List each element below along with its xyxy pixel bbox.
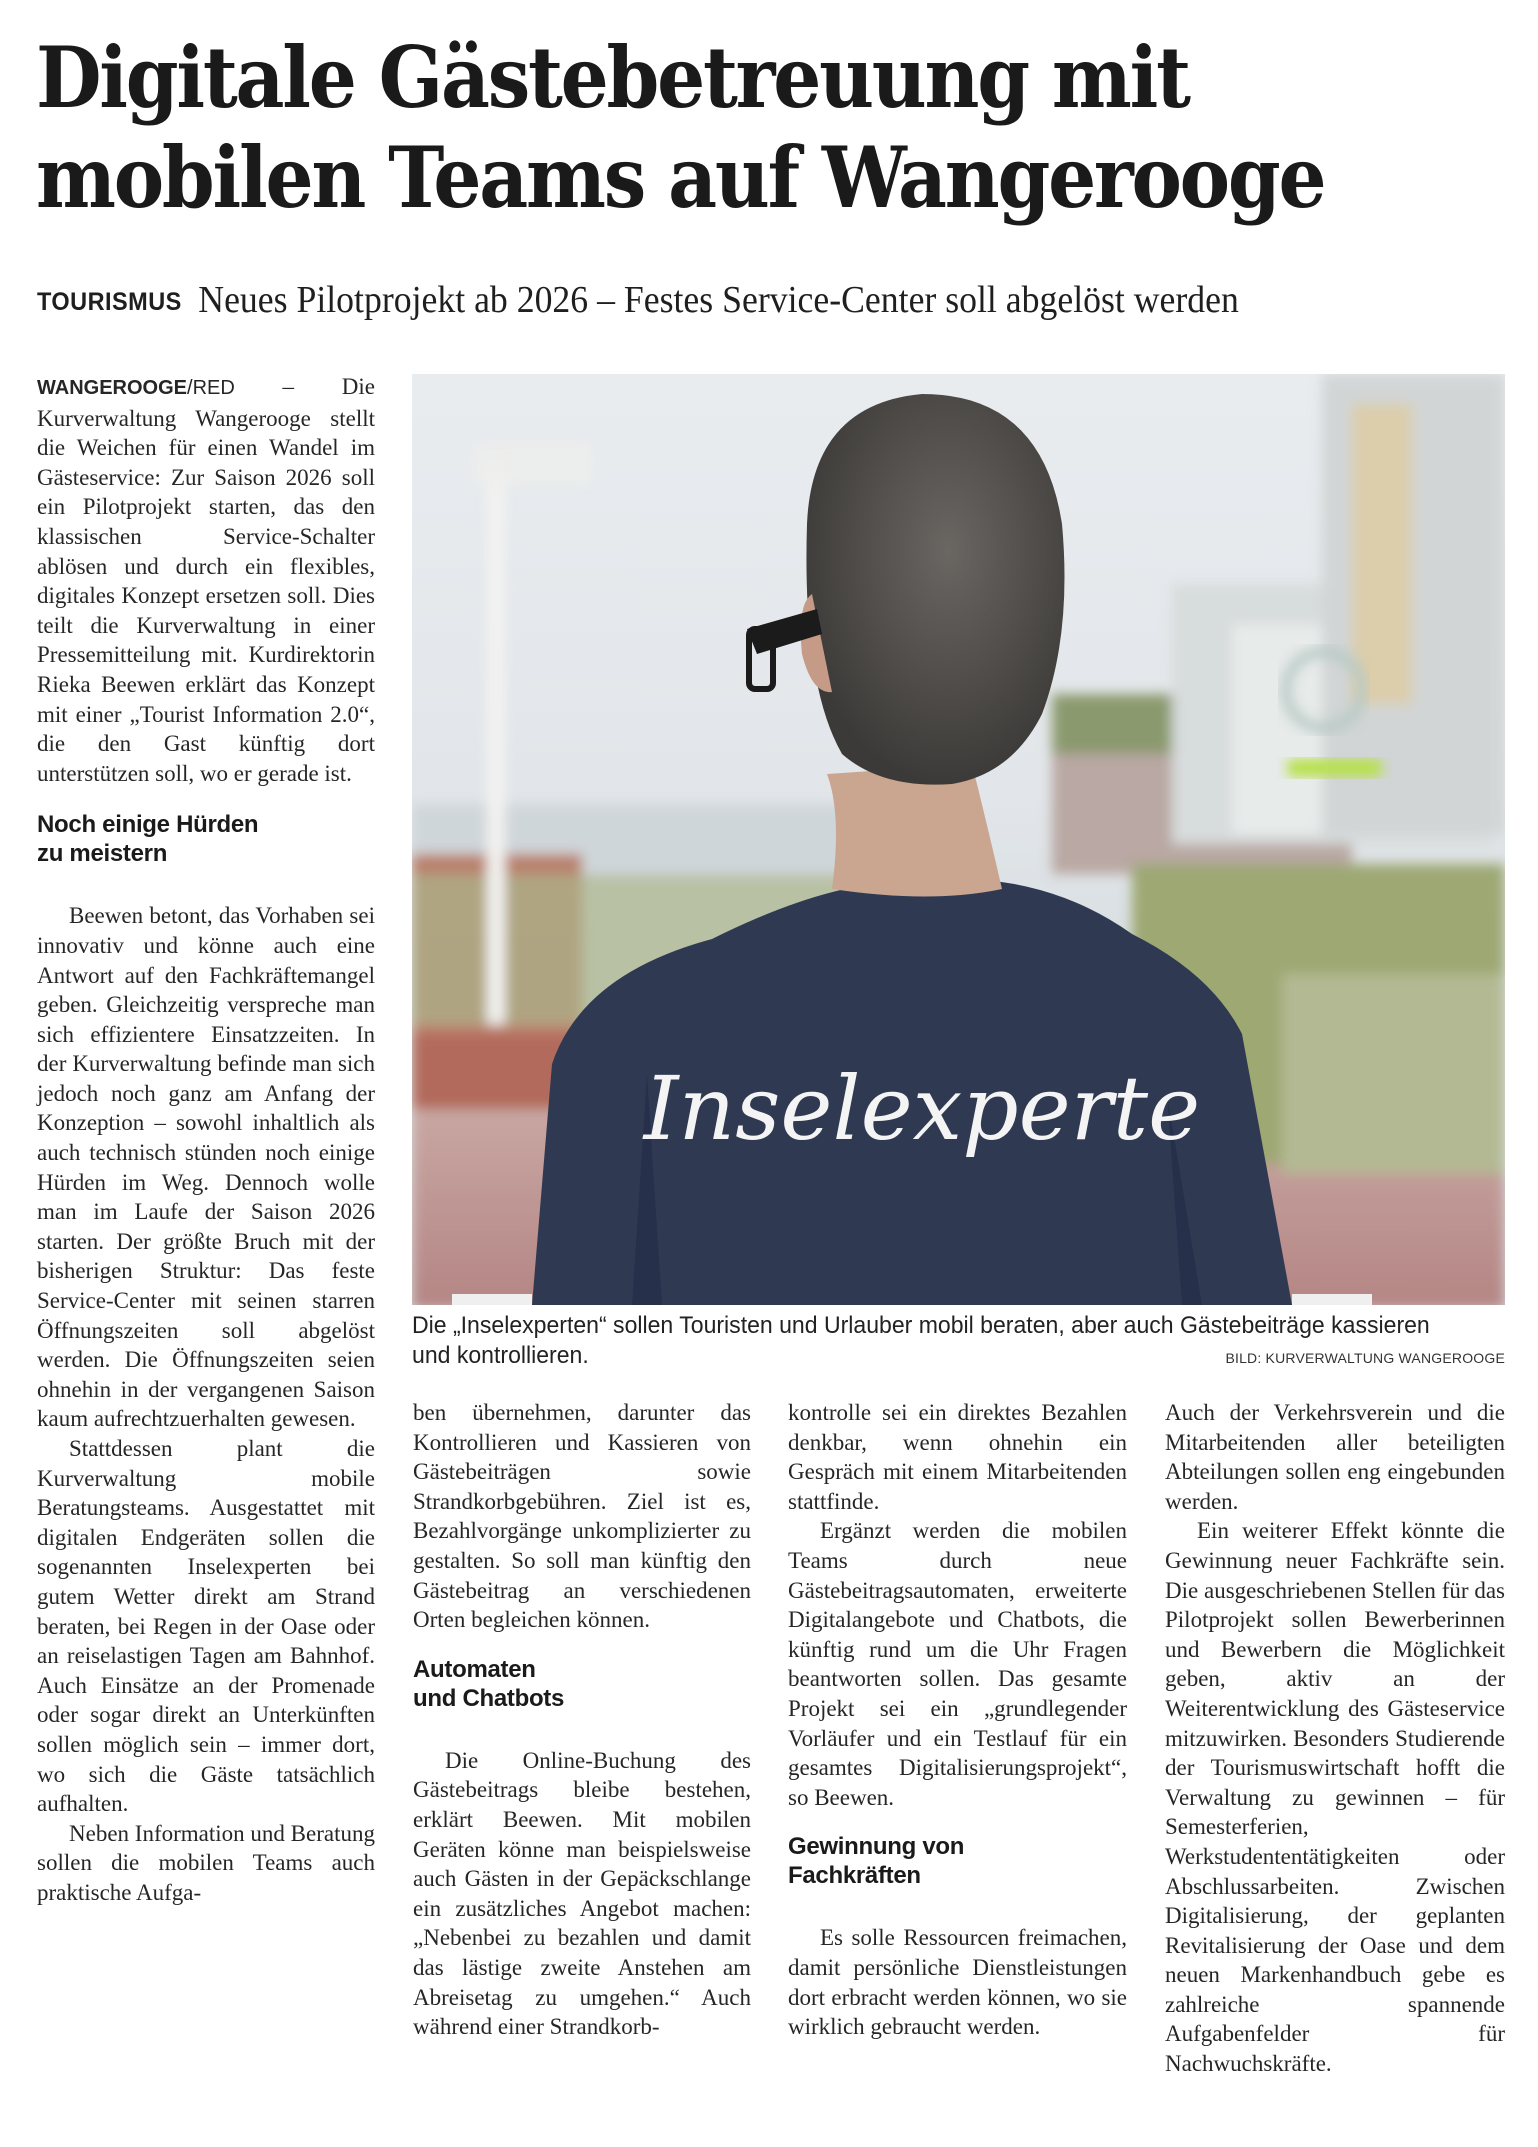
body-paragraph: Es solle Ressourcen freimachen, damit persönliche Dienstleistungen dort erbracht werden können, wo sie wirklich gebraucht werden. [788, 1925, 1127, 2040]
headline-line-1: Digitale Gästebetreuung mit [36, 28, 1189, 127]
heading-line: Automaten [413, 1655, 536, 1683]
dateline-place: WANGEROOGE [37, 377, 188, 399]
headline-line-2: mobilen Teams auf Wangerooge [36, 128, 1325, 227]
lead-paragraph [37, 372, 375, 788]
section-heading-automaten [413, 1655, 751, 1713]
photo-caption: Die „Inselexperten“ sollen Touristen und Urlauber mobil beraten, aber auch Gästebeiträge kassieren und kontrollieren. [412, 1312, 1430, 1369]
headline [36, 28, 1368, 228]
shirt-print-text: Inselexperte [643, 1057, 1201, 1160]
heading-line: Noch einige Hürden [37, 811, 259, 839]
photo-inselexperte [412, 374, 1505, 1305]
lead-text: – Die Kurverwaltung Wangerooge stellt die Weichen für einen Wandel im Gästeservice: Zur Saison 2026 soll ein Pilotprojekt starten, das den klassischen Service-Schalter ablösen und durch ein flexibles, digitales Konzept ersetzen soll. Dies teilt die Kurverwaltung in einer Pressemitteilung mit. Kurdirektorin Rieka Beewen erklärt das Konzept mit einer „Tourist Information 2.0“, die den Gast künftig dort unterstützen soll, wo er gerade ist. [37, 374, 375, 786]
subheadline-text: Neues Pilotprojekt ab 2026 – Festes Service-Center soll abgelöst werden [198, 279, 1239, 321]
body-paragraph: Neben Information und Beratung sollen die mobilen Teams auch praktische Aufga- [37, 1820, 375, 1905]
subheadline [37, 278, 1239, 322]
article-column-3 [788, 1398, 1127, 2042]
dateline-agency: /RED [187, 377, 235, 399]
article-column-1 [37, 372, 375, 1908]
body-paragraph: ben übernehmen, darunter das Kontrollieren und Kassieren von Gästebeiträgen sowie Strandkorbgebühren. Ziel ist es, Bezahlvorgänge unkomplizierter zu gestalten. So soll man künftig den Gästebeitrag an verschiedenen Orten begleichen können. [413, 1400, 751, 1633]
dateline [37, 377, 235, 399]
body-paragraph: Beewen betont, das Vorhaben sei innovativ und könne auch eine Antwort auf den Fachkräftemangel geben. Gleichzeitig verspreche man sich effizientere Einsatzzeiten. In der Kurverwaltung befinde man sich jedoch noch ganz am Anfang der Konzeption – sowohl inhaltlich als auch technisch stünden noch einige Hürden im Weg. Dennoch wolle man im Laufe der Saison 2026 starten. Der größte Bruch mit der bisherigen Struktur: Das feste Service-Center mit seinen starren Öffnungszeiten soll abgelöst werden. Die Öffnungszeiten seien ohnehin in der vergangenen Saison kaum aufrechtzuerhalten gewesen. [37, 903, 375, 1432]
photo-credit: BILD: KURVERWALTUNG WANGEROOGE [1225, 1350, 1505, 1366]
section-heading-huerden [37, 810, 375, 868]
body-paragraph: Ergänzt werden die mobilen Teams durch neue Gästebeitragsautomaten, erweiterte Digitalangebote und Chatbots, die künftig rund um die Uhr Fragen beantworten sollen. Das gesamte Projekt sei ein „grundlegender Vorläufer und ein Testlauf für ein gesamtes Digitalisierungsprojekt“, so Beewen. [788, 1518, 1127, 1810]
body-paragraph: Stattdessen plant die Kurverwaltung mobile Beratungsteams. Ausgestattet mit digitalen Endgeräten sollen die sogenannten Inselexperten bei gutem Wetter direkt am Strand beraten, bei Regen in der Oase oder an reiselastigen Tagen am Bahnhof. Auch Einsätze an der Promenade oder sogar direkt an Unterkünften sollen möglich sein – immer dort, wo sich die Gäste tatsächlich aufhalten. [37, 1436, 375, 1817]
article-column-4 [1165, 1398, 1505, 2079]
body-paragraph: Auch der Verkehrsverein und die Mitarbeitenden aller beteiligten Abteilungen sollen eng eingebunden werden. [1165, 1400, 1505, 1514]
heading-line: Gewinnung von [788, 1833, 965, 1861]
heading-line: zu meistern [37, 840, 168, 868]
section-kicker: TOURISMUS [37, 288, 182, 316]
body-paragraph: Ein weiterer Effekt könnte die Gewinnung neuer Fachkräfte sein. Die ausgeschriebenen Stellen für das Pilotprojekt sollen Bewerberinnen und Bewerbern die Möglichkeit geben, aktiv an der Weiterentwicklung des Gästeservice mitzuwirken. Besonders Studierende der Tourismuswirtschaft hofft die Verwaltung zu gewinnen – für Semesterferien, Werkstudententätigkeiten oder Abschlussarbeiten. Zwischen Digitalisierung, der geplanten Revitalisierung der Oase und dem neuen Markenhandbuch gebe es zahlreiche spannende Aufgabenfelder für Nachwuchskräfte. [1165, 1518, 1505, 2077]
body-paragraph: Die Online-Buchung des Gästebeitrags bleibe bestehen, erklärt Beewen. Mit mobilen Geräten könne man beispielsweise auch Gästen in der Gepäckschlange ein zusätzliches Angebot machen: „Nebenbei zu bezahlen und damit das lästige zweite Anstehen am Abreisetag zu umgehen.“ Auch während einer Strandkorb- [413, 1747, 751, 2040]
article-column-2 [413, 1398, 751, 2042]
article-photo [412, 374, 1505, 1305]
body-paragraph: kontrolle sei ein direktes Bezahlen denkbar, wenn ohnehin ein Gespräch mit einem Mitarbeitenden stattfinde. [788, 1400, 1127, 1514]
section-heading-fachkraefte [788, 1832, 1127, 1890]
heading-line: Fachkräften [788, 1862, 921, 1890]
heading-line: und Chatbots [413, 1684, 565, 1712]
